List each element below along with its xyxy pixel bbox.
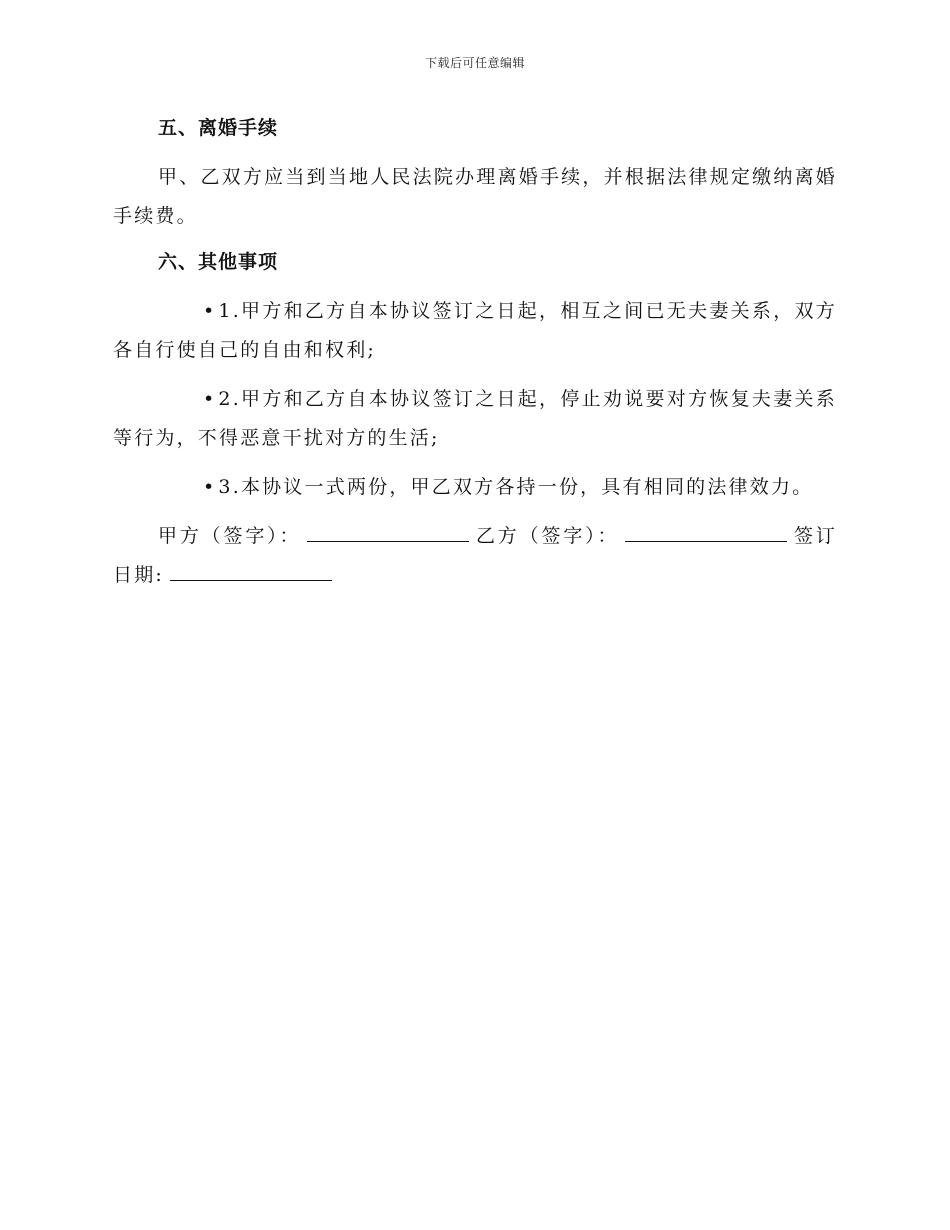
bullet-icon: •: [203, 300, 217, 322]
document-content: [113, 112, 837, 605]
section-6-item-3-text: 3.本协议一式两份，甲乙双方各持一份，具有相同的法律效力。: [218, 476, 814, 498]
section-6-item-1: [113, 292, 837, 370]
sign-date-field[interactable]: [170, 560, 332, 581]
section-6-item-2: [113, 380, 837, 458]
section-6-title: 六、其他事项: [158, 251, 279, 273]
section-6-item-1-text: 1.甲方和乙方自本协议签订之日起，相互之间已无夫妻关系，双方各自行使自己的自由和权利;: [113, 300, 837, 361]
party-a-signature-field[interactable]: [307, 521, 469, 542]
section-6-item-2-text: 2.甲方和乙方自本协议签订之日起，停止劝说要对方恢复夫妻关系等行为，不得恶意干扰对方的生活;: [113, 388, 837, 449]
bullet-icon: •: [203, 388, 217, 410]
party-b-signature-label: 乙方（签字）：: [475, 525, 620, 547]
section-5-body: 甲、乙双方应当到当地人民法院办理离婚手续，并根据法律规定缴纳离婚手续费。: [113, 166, 837, 227]
signature-block: [113, 517, 837, 595]
party-b-signature-field[interactable]: [625, 521, 787, 542]
bullet-icon: •: [203, 476, 217, 498]
sign-date-label: 签订日期:: [113, 525, 837, 586]
page-header: 下载后可任意编辑: [424, 56, 525, 70]
party-a-signature-label: 甲方（签字）：: [158, 525, 302, 547]
section-6-item-3: [113, 468, 837, 507]
section-5-title: 五、离婚手续: [158, 117, 279, 139]
